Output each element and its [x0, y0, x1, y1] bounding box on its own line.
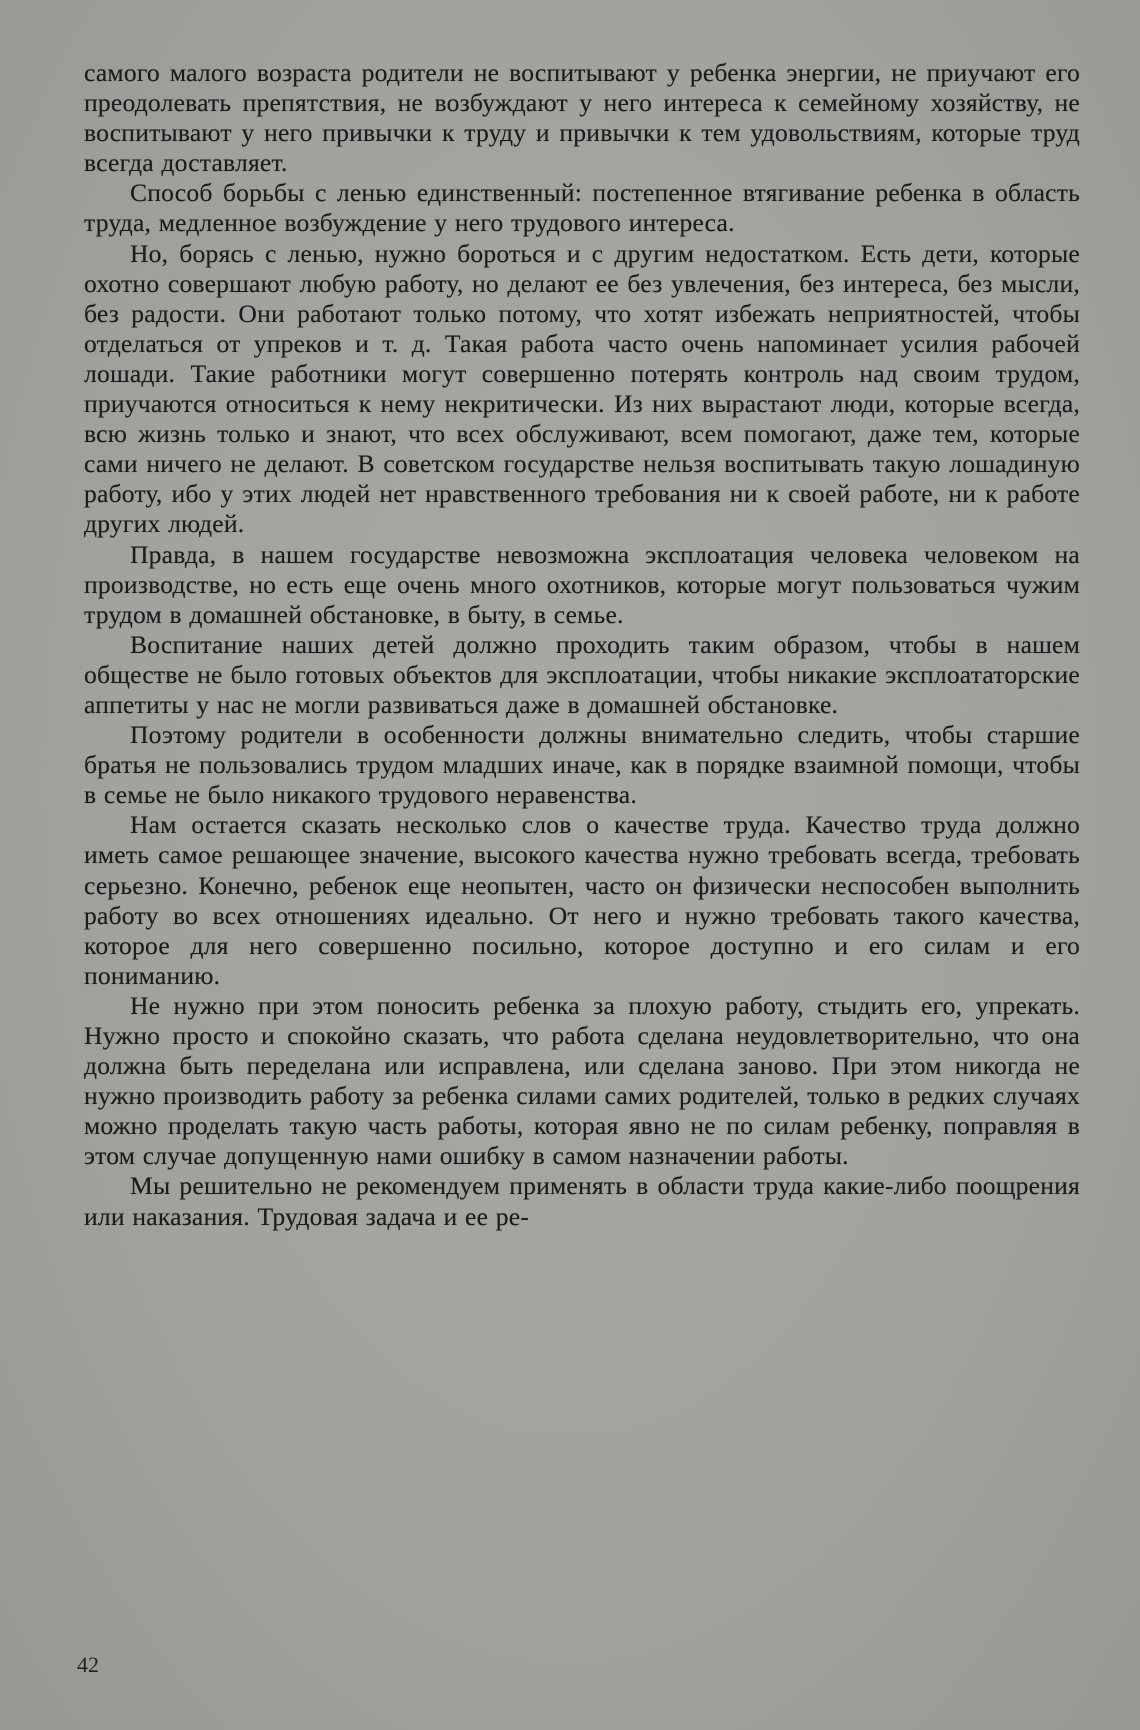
paragraph-9: Мы решительно не рекомендуем применять в области труда какие-либо поощрения или наказания. Трудовая задача и ее ре- [84, 1171, 1080, 1231]
paragraph-6: Поэтому родители в особенности должны внимательно следить, чтобы старшие братья не пользовались трудом младших иначе, как в порядке взаимной помощи, чтобы в семье не было никакого трудового неравенства. [84, 720, 1080, 810]
paragraph-5: Воспитание наших детей должно проходить таким образом, чтобы в нашем обществе не было готовых объектов для эксплоатации, чтобы никакие эксплоататорские аппетиты у нас не могли развиваться даже в домашней обстановке. [84, 629, 1080, 719]
paragraph-7: Нам остается сказать несколько слов о качестве труда. Качество труда должно иметь самое решающее значение, высокого качества нужно требовать всегда, требовать серьезно. Конечно, ребенок еще неопытен, часто он физически неспособен выполнить работу во всех отношениях идеально. От него и нужно требовать такого качества, которое для него совершенно посильно, которое доступно и его силам и его пониманию. [84, 810, 1080, 990]
paragraph-2: Способ борьбы с ленью единственный: постепенное втягивание ребенка в область труда, медленное возбуждение у него трудового интереса. [84, 178, 1080, 238]
paragraph-3: Но, борясь с ленью, нужно бороться и с другим недостатком. Есть дети, которые охотно совершают любую работу, но делают ее без увлечения, без интереса, без мысли, без радости. Они работают только потому, что хотят избежать неприятностей, чтобы отделаться от упреков и т. д. Такая работа часто очень напоминает усилия рабочей лошади. Такие работники могут совершенно потерять контроль над своим трудом, приучаются относиться к нему некритически. Из них вырастают люди, которые всегда, всю жизнь только и знают, что всех обслуживают, всем помогают, даже тем, которые сами ничего не делают. В советском государстве нельзя воспитывать такую лошадиную работу, ибо у этих людей нет нравственного требования ни к своей работе, ни к работе других людей. [84, 238, 1080, 539]
paragraph-4: Правда, в нашем государстве невозможна эксплоатация человека человеком на производстве, но есть еще очень много охотников, которые могут пользоваться чужим трудом в домашней обстановке, в быту, в семье. [84, 539, 1080, 629]
paragraph-1: самого малого возраста родители не воспитывают у ребенка энергии, не приучают его преодолевать препятствия, не возбуждают у него интереса к семейному хозяйству, не воспитывают у него привычки к труду и привычки к тем удовольствиям, которые труд всегда доставляет. [84, 58, 1080, 178]
paragraph-8: Не нужно при этом поносить ребенка за плохую работу, стыдить его, упрекать. Нужно просто и спокойно сказать, что работа сделана неудовлетворительно, что она должна быть переделана или исправлена, или сделана заново. При этом никогда не нужно производить работу за ребенка силами самих родителей, только в редких случаях можно проделать такую часть работы, которая явно не по силам ребенку, поправляя в этом случае допущенную нами ошибку в самом назначении работы. [84, 990, 1080, 1171]
page-text [84, 58, 1080, 1232]
page-number: 42 [77, 1652, 99, 1677]
